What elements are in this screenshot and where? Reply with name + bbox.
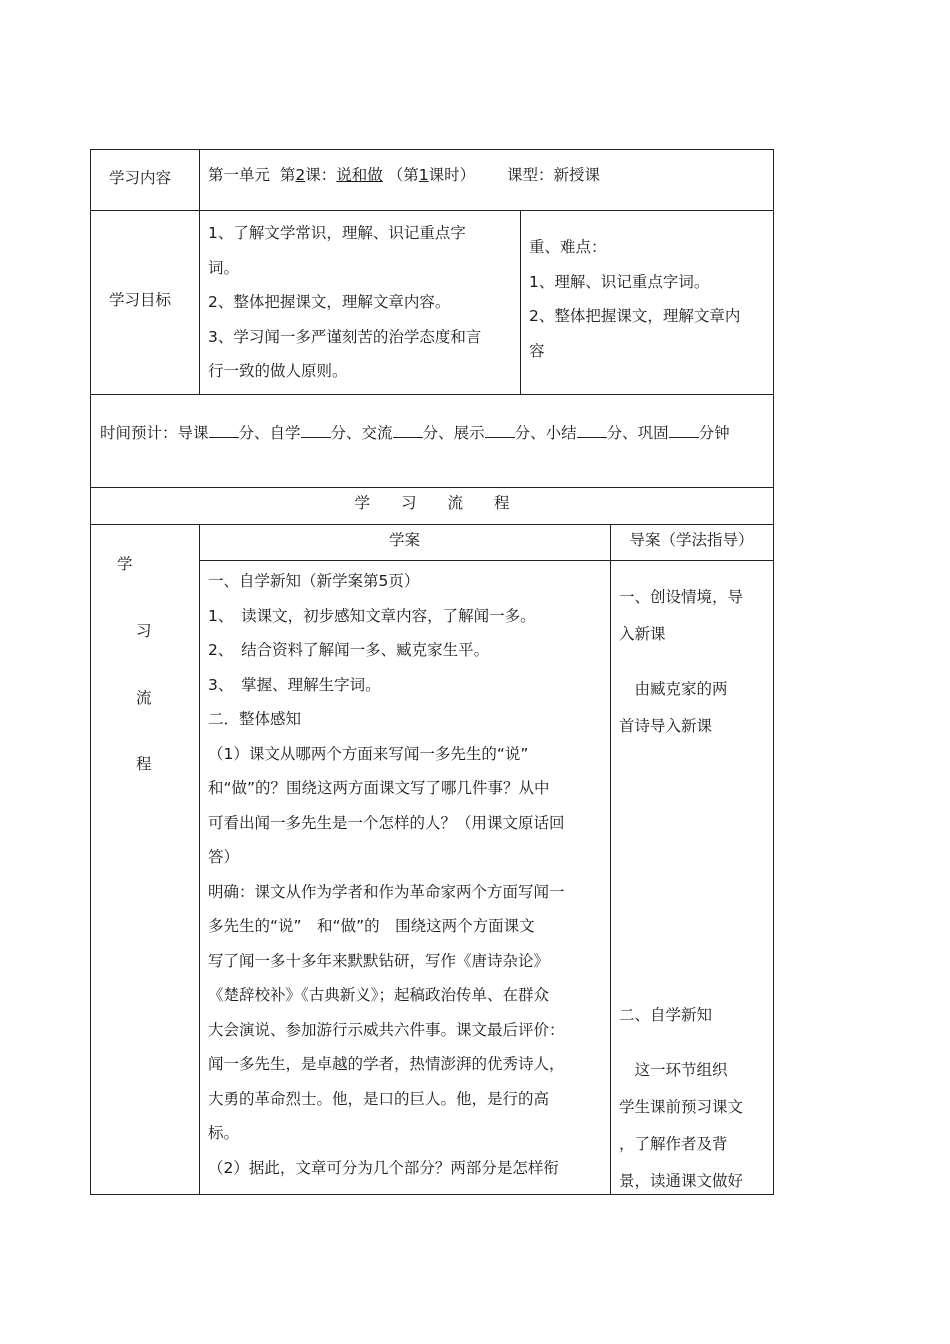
time-item: 分、小结 [514, 424, 577, 442]
study-line: 大勇的革命烈士。他，是口的巨人。他，是行的高 [208, 1089, 550, 1108]
goals-label: 学习目标 [109, 291, 172, 309]
study-line: 写了闻一多十多年来默默钻研，写作《唐诗杂论》 [208, 951, 550, 970]
guide-line: ，了解作者及背 [619, 1135, 728, 1153]
lesson-suffix: 课： [305, 166, 337, 184]
study-line: 1、 读课文，初步感知文章内容，了解闻一多。 [208, 606, 536, 625]
key-points-title: 重、难点： [529, 238, 607, 256]
goal-line: 2、整体把握课文，理解文章内容。 [208, 293, 451, 311]
period-number: 1 [418, 166, 429, 184]
row-divider [91, 394, 773, 395]
col-divider [199, 524, 200, 1194]
side-char: 习 [136, 622, 152, 640]
lesson-plan-table [90, 149, 774, 1195]
guide-line: 这一环节组织 [619, 1061, 728, 1079]
lesson-number: 2 [295, 166, 306, 184]
key-point-line: 容 [529, 341, 545, 360]
guide-line: 一、创设情境，导 [619, 588, 744, 606]
goals-list [208, 216, 481, 389]
row-divider [199, 560, 773, 561]
guide-block-intro [619, 579, 743, 653]
goal-line: 行一致的做人原则。 [208, 362, 348, 380]
study-line: 明确：课文从作为学者和作为革命家两个方面写闻一 [208, 882, 565, 901]
row-divider [91, 487, 773, 488]
lesson-info [208, 165, 600, 185]
time-item: 分、展示 [422, 424, 485, 442]
study-line: 大会演说、参加游行示威共六件事。课文最后评价： [208, 1020, 565, 1039]
time-item: 分钟 [698, 424, 730, 442]
study-line: 3、 掌握、理解生字词。 [208, 675, 381, 694]
lesson-type: 课型：新授课 [507, 166, 601, 184]
col-divider [610, 524, 611, 1194]
study-line: （1）课文从哪两个方面来写闻一多先生的“说” [208, 744, 529, 763]
col-header-guide: 导案（学法指导） [629, 531, 754, 549]
study-line: 《楚辞校补》《古典新义》；起稿政治传单、在群众 [208, 986, 550, 1004]
side-char: 学 [117, 555, 133, 573]
process-title: 学 习 流 程 [354, 494, 510, 512]
guide-line: 首诗导入新课 [619, 717, 713, 735]
side-char: 流 [136, 689, 152, 707]
time-item: 分、巩固 [606, 424, 669, 442]
time-label: 时间预计： [100, 424, 178, 442]
time-item: 分、交流 [330, 424, 393, 442]
study-line: 和“做”的？围绕这两方面课文写了哪几件事？从中 [208, 779, 550, 797]
study-line: 可看出闻一多先生是一个怎样的人？（用课文原话回 [208, 813, 565, 832]
study-line: 二．整体感知 [208, 710, 302, 728]
period-prefix: （第 [387, 166, 419, 184]
content-label: 学习内容 [109, 169, 172, 187]
study-line: （2）据此，文章可分为几个部分？两部分是怎样衔 [208, 1158, 559, 1177]
time-item: 分、自学 [238, 424, 301, 442]
guide-block-intro-detail [619, 671, 728, 745]
guide-block-self-study [619, 997, 712, 1034]
key-point-line: 2、整体把握课文，理解文章内 [529, 307, 741, 325]
study-line: 标。 [208, 1124, 240, 1142]
study-plan-body [208, 564, 565, 1185]
goal-line: 词。 [208, 258, 240, 277]
guide-line: 由臧克家的两 [619, 680, 728, 698]
key-points [529, 230, 740, 368]
guide-line: 景，读通课文做好 [619, 1172, 744, 1190]
time-estimate [100, 423, 730, 443]
col-header-study-plan: 学案 [388, 531, 420, 549]
guide-line: 学生课前预习课文 [619, 1098, 744, 1116]
guide-line: 二、自学新知 [619, 1006, 713, 1024]
study-line: 一、自学新知（新学案第5页） [208, 572, 420, 590]
unit-label: 第一单元 [208, 166, 271, 184]
study-line: 2、 结合资料了解闻一多、臧克家生平。 [208, 641, 490, 659]
lesson-prefix: 第 [279, 166, 296, 184]
study-line: 答） [208, 848, 240, 866]
key-point-line: 1、理解、识记重点字词。 [529, 272, 710, 291]
guide-line: 入新课 [619, 625, 666, 643]
goal-line: 1、了解文学常识，理解、识记重点字 [208, 224, 466, 242]
lesson-title: 说和做 [336, 166, 383, 184]
period-suffix: 课时） [428, 166, 476, 184]
goal-line: 3、学习闻一多严谨刻苦的治学态度和言 [208, 327, 482, 346]
side-char: 程 [136, 755, 152, 773]
study-line: 闻一多先生，是卓越的学者，热情澎湃的优秀诗人， [208, 1055, 565, 1073]
col-divider [199, 150, 200, 394]
col-divider [520, 210, 521, 394]
guide-block-self-study-detail [619, 1052, 743, 1200]
study-line: 多先生的“说” 和“做”的 围绕这两个方面课文 [208, 917, 535, 935]
row-divider [91, 524, 773, 525]
time-item: 导课 [177, 424, 209, 442]
row-divider [91, 210, 773, 211]
